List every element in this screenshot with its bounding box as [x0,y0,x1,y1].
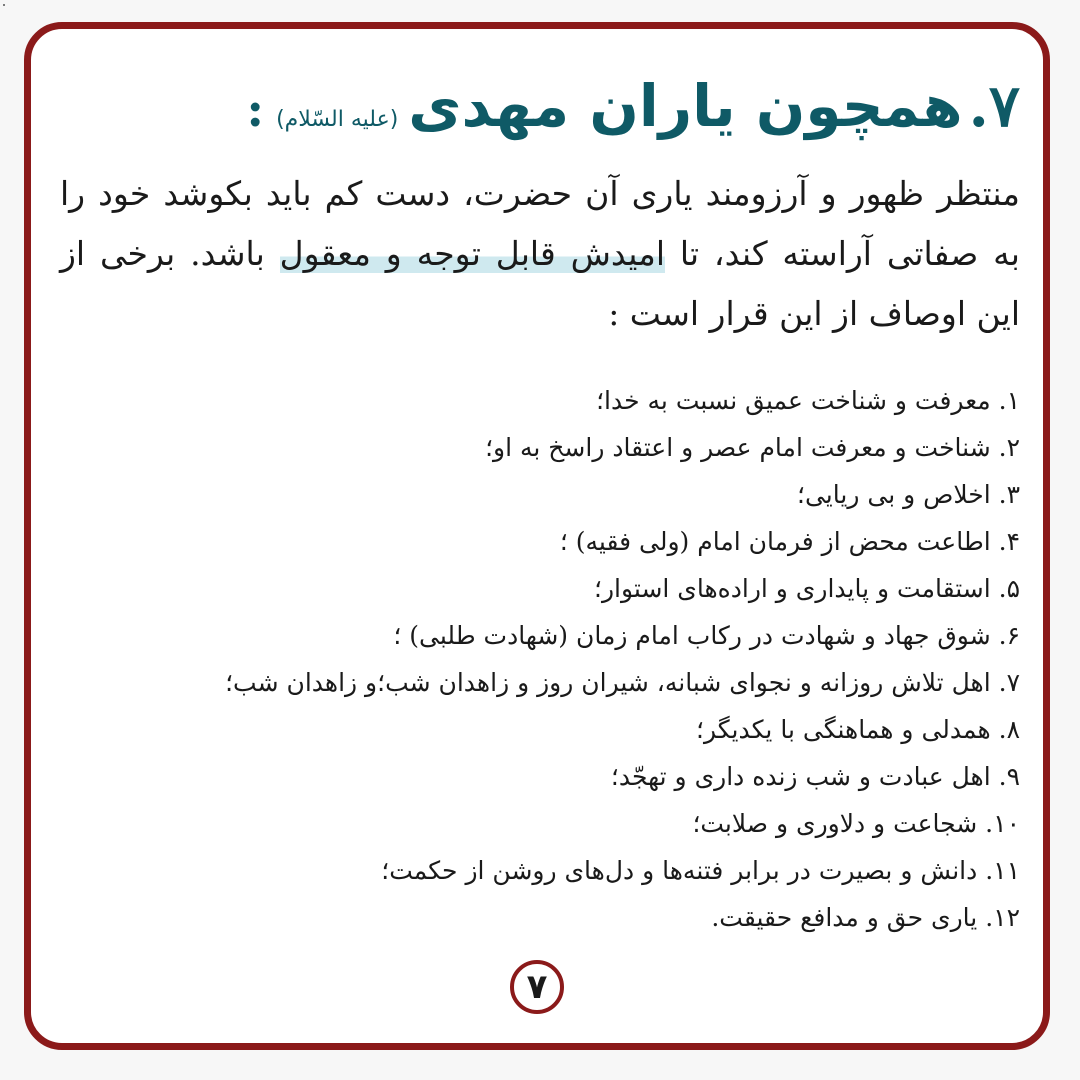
intro-text-part2: باشد. برخی از این اوصاف از این قرار است : [60,234,1020,333]
list-item: ۹. اهل عبادت و شب زنده داری و تهجّد؛ [610,762,1020,791]
heading-honorific: (علیه السّلام) [276,107,399,132]
list-item: ۱۲. یاری حق و مدافع حقیقت. [711,903,1020,932]
intro-highlight: امیدش قابل توجه و معقول [279,234,665,273]
list-item: ۷. اهل تلاش روزانه و نجوای شبانه، شیران روز و زاهدان شب؛و زاهدان شب؛ [225,668,1020,697]
list-item: ۱. معرفت و شناخت عمیق نسبت به خدا؛ [596,386,1020,415]
page-number: ۷ [526,967,548,1007]
page-content [60,72,1020,941]
heading-colon: : [246,82,265,138]
qualities-list [60,377,1020,941]
list-item: ۴. اطاعت محض از فرمان امام (ولی فقیه) ؛ [559,527,1020,556]
list-item: ۱۱. دانش و بصیرت در برابر فتنه‌ها و دل‌های روشن از حکمت؛ [381,856,1020,885]
page-number-badge [510,960,564,1014]
intro-paragraph [60,164,1020,344]
list-item: ۶. شوق جهاد و شهادت در رکاب امام زمان (شهادت طلبی) ؛ [393,621,1020,650]
heading-title: همچون یاران مهدی [408,72,963,140]
corner-dot [3,4,5,6]
list-item: ۱۰. شجاعت و دلاوری و صلابت؛ [692,809,1020,838]
intro-text-part1: منتظر ظهور و آرزومند یاری آن حضرت، دست کم باید بکوشد خود را به صفاتی آراسته کند، تا [60,174,1020,273]
list-item: ۵. استقامت و پایداری و اراده‌های استوار؛ [594,574,1020,603]
heading-number: ۷. [968,72,1020,140]
list-item: ۸. همدلی و هماهنگی با یکدیگر؛ [696,715,1020,744]
list-item: ۳. اخلاص و بی ریایی؛ [797,480,1020,509]
section-heading [60,72,1020,164]
list-item: ۲. شناخت و معرفت امام عصر و اعتقاد راسخ به او؛ [485,433,1020,462]
